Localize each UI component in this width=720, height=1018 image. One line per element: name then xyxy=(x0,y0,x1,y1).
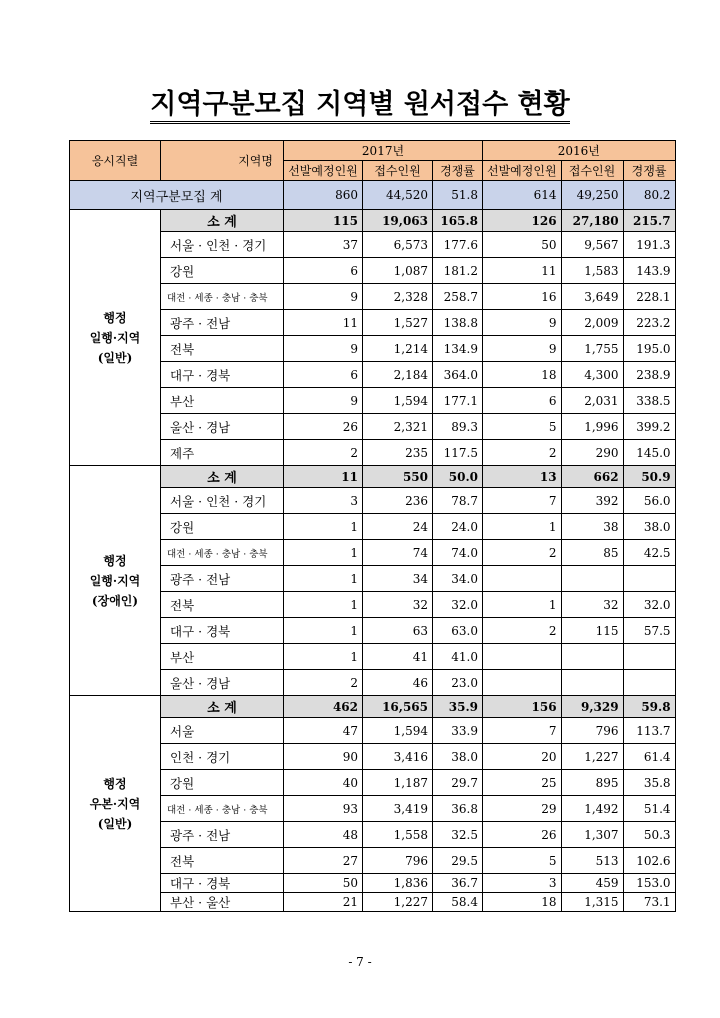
group-name-line: 우본·지역 xyxy=(89,796,141,811)
group-name-line: (일반) xyxy=(97,816,133,831)
region-name: 광주 · 전남 xyxy=(161,566,284,592)
region-name: 대전 · 세종 · 충남 · 충북 xyxy=(161,284,284,310)
cell-value: 338.5 xyxy=(623,388,675,414)
cell-value: 364.0 xyxy=(433,362,483,388)
subtotal-value: 27,180 xyxy=(561,210,623,232)
table-row xyxy=(70,592,676,618)
cell-value: 1 xyxy=(284,540,363,566)
header-applicants-2017: 접수인원 xyxy=(363,161,433,181)
cell-value: 236 xyxy=(363,488,433,514)
group-name-line: 행정 xyxy=(103,776,127,791)
cell-value: 4,300 xyxy=(561,362,623,388)
total-value: 49,250 xyxy=(561,181,623,210)
cell-value: 2 xyxy=(483,440,562,466)
cell-value: 6 xyxy=(284,362,363,388)
cell-value: 235 xyxy=(363,440,433,466)
subtotal-value: 165.8 xyxy=(433,210,483,232)
cell-value xyxy=(561,566,623,592)
cell-value: 177.1 xyxy=(433,388,483,414)
subtotal-value: 59.8 xyxy=(623,696,675,718)
table-row xyxy=(70,618,676,644)
cell-value: 56.0 xyxy=(623,488,675,514)
cell-value: 37 xyxy=(284,232,363,258)
cell-value: 85 xyxy=(561,540,623,566)
total-label: 지역구분모집 계 xyxy=(70,181,284,210)
table-row xyxy=(70,414,676,440)
cell-value: 9 xyxy=(284,336,363,362)
cell-value: 1,755 xyxy=(561,336,623,362)
cell-value: 50 xyxy=(483,232,562,258)
cell-value: 50 xyxy=(284,874,363,893)
cell-value: 1,836 xyxy=(363,874,433,893)
cell-value: 36.7 xyxy=(433,874,483,893)
region-name: 광주 · 전남 xyxy=(161,822,284,848)
cell-value: 90 xyxy=(284,744,363,770)
cell-value: 1,527 xyxy=(363,310,433,336)
header-planned-2017: 선발예정인원 xyxy=(284,161,363,181)
group-name-line: (장애인) xyxy=(91,593,139,608)
page-title: 지역구분모집 지역별 원서접수 현황 xyxy=(0,82,720,121)
cell-value: 6 xyxy=(483,388,562,414)
table-row xyxy=(70,284,676,310)
subtotal-value: 13 xyxy=(483,466,562,488)
region-name: 울산 · 경남 xyxy=(161,670,284,696)
region-name: 광주 · 전남 xyxy=(161,310,284,336)
table-row xyxy=(70,718,676,744)
total-value: 80.2 xyxy=(623,181,675,210)
cell-value: 32 xyxy=(561,592,623,618)
cell-value: 1 xyxy=(483,514,562,540)
region-name: 대전 · 세종 · 충남 · 충북 xyxy=(161,796,284,822)
subtotal-value: 156 xyxy=(483,696,562,718)
region-name: 대전 · 세종 · 충남 · 충북 xyxy=(161,540,284,566)
cell-value: 3 xyxy=(284,488,363,514)
cell-value: 895 xyxy=(561,770,623,796)
table-row xyxy=(70,540,676,566)
group-name-line: (일반) xyxy=(97,350,133,365)
cell-value: 21 xyxy=(284,893,363,912)
subtotal-row xyxy=(70,210,676,232)
cell-value: 1,187 xyxy=(363,770,433,796)
subtotal-value: 215.7 xyxy=(623,210,675,232)
table-row xyxy=(70,670,676,696)
table-row xyxy=(70,362,676,388)
table-row xyxy=(70,893,676,912)
header-year-2016: 2016년 xyxy=(483,141,676,161)
cell-value: 290 xyxy=(561,440,623,466)
cell-value: 61.4 xyxy=(623,744,675,770)
cell-value: 153.0 xyxy=(623,874,675,893)
cell-value: 29 xyxy=(483,796,562,822)
cell-value: 36.8 xyxy=(433,796,483,822)
region-name: 강원 xyxy=(161,258,284,284)
header-planned-2016: 선발예정인원 xyxy=(483,161,562,181)
cell-value: 1,315 xyxy=(561,893,623,912)
table-row xyxy=(70,822,676,848)
group-name-line: 일행·지역 xyxy=(89,330,141,345)
region-name: 울산 · 경남 xyxy=(161,414,284,440)
cell-value: 46 xyxy=(363,670,433,696)
cell-value: 74.0 xyxy=(433,540,483,566)
region-name: 대구 · 경북 xyxy=(161,362,284,388)
group-name xyxy=(70,210,161,466)
cell-value: 63.0 xyxy=(433,618,483,644)
cell-value: 145.0 xyxy=(623,440,675,466)
group-name-line: 행정 xyxy=(103,310,127,325)
table-row xyxy=(70,388,676,414)
cell-value: 29.7 xyxy=(433,770,483,796)
cell-value: 2 xyxy=(284,440,363,466)
cell-value: 1,214 xyxy=(363,336,433,362)
subtotal-value: 11 xyxy=(284,466,363,488)
region-name: 부산 xyxy=(161,644,284,670)
table-row xyxy=(70,566,676,592)
cell-value: 26 xyxy=(483,822,562,848)
region-name: 제주 xyxy=(161,440,284,466)
cell-value: 34 xyxy=(363,566,433,592)
cell-value: 47 xyxy=(284,718,363,744)
subtotal-row xyxy=(70,696,676,718)
cell-value: 41 xyxy=(363,644,433,670)
cell-value: 2 xyxy=(284,670,363,696)
cell-value: 9 xyxy=(483,336,562,362)
cell-value: 102.6 xyxy=(623,848,675,874)
subtotal-value: 550 xyxy=(363,466,433,488)
total-value: 44,520 xyxy=(363,181,433,210)
cell-value: 78.7 xyxy=(433,488,483,514)
total-value: 614 xyxy=(483,181,562,210)
cell-value: 1,996 xyxy=(561,414,623,440)
cell-value: 11 xyxy=(284,310,363,336)
cell-value: 228.1 xyxy=(623,284,675,310)
cell-value: 2,328 xyxy=(363,284,433,310)
cell-value: 73.1 xyxy=(623,893,675,912)
cell-value: 51.4 xyxy=(623,796,675,822)
cell-value xyxy=(561,670,623,696)
cell-value: 1,307 xyxy=(561,822,623,848)
total-row xyxy=(70,181,676,210)
region-name: 부산 · 울산 xyxy=(161,893,284,912)
cell-value: 9 xyxy=(483,310,562,336)
cell-value: 9 xyxy=(284,284,363,310)
cell-value: 7 xyxy=(483,488,562,514)
cell-value: 191.3 xyxy=(623,232,675,258)
group-name-line: 일행·지역 xyxy=(89,573,141,588)
cell-value: 181.2 xyxy=(433,258,483,284)
table-row xyxy=(70,488,676,514)
header-year-2017: 2017년 xyxy=(284,141,483,161)
region-name: 부산 xyxy=(161,388,284,414)
group-name-line: 행정 xyxy=(103,553,127,568)
cell-value: 57.5 xyxy=(623,618,675,644)
subtotal-label: 소 계 xyxy=(161,210,284,232)
subtotal-label: 소 계 xyxy=(161,466,284,488)
cell-value: 1,227 xyxy=(363,893,433,912)
cell-value: 238.9 xyxy=(623,362,675,388)
cell-value: 258.7 xyxy=(433,284,483,310)
cell-value: 74 xyxy=(363,540,433,566)
cell-value: 1,087 xyxy=(363,258,433,284)
subtotal-value: 50.9 xyxy=(623,466,675,488)
table-row xyxy=(70,440,676,466)
header-applicants-2016: 접수인원 xyxy=(561,161,623,181)
subtotal-value: 115 xyxy=(284,210,363,232)
region-name: 서울 · 인천 · 경기 xyxy=(161,232,284,258)
cell-value: 392 xyxy=(561,488,623,514)
table-row xyxy=(70,848,676,874)
cell-value: 7 xyxy=(483,718,562,744)
subtotal-value: 35.9 xyxy=(433,696,483,718)
cell-value: 93 xyxy=(284,796,363,822)
cell-value: 2 xyxy=(483,540,562,566)
cell-value xyxy=(483,670,562,696)
cell-value xyxy=(483,566,562,592)
cell-value xyxy=(561,644,623,670)
region-name: 전북 xyxy=(161,848,284,874)
cell-value: 11 xyxy=(483,258,562,284)
cell-value: 3,416 xyxy=(363,744,433,770)
subtotal-row xyxy=(70,466,676,488)
cell-value: 20 xyxy=(483,744,562,770)
group-name xyxy=(70,696,161,912)
table-row xyxy=(70,744,676,770)
region-name: 서울 · 인천 · 경기 xyxy=(161,488,284,514)
subtotal-value: 19,063 xyxy=(363,210,433,232)
subtotal-value: 462 xyxy=(284,696,363,718)
subtotal-value: 50.0 xyxy=(433,466,483,488)
cell-value: 32.0 xyxy=(623,592,675,618)
cell-value: 195.0 xyxy=(623,336,675,362)
cell-value: 23.0 xyxy=(433,670,483,696)
cell-value: 1,594 xyxy=(363,388,433,414)
cell-value: 143.9 xyxy=(623,258,675,284)
total-value: 51.8 xyxy=(433,181,483,210)
region-name: 강원 xyxy=(161,770,284,796)
cell-value: 1 xyxy=(284,514,363,540)
cell-value: 134.9 xyxy=(433,336,483,362)
cell-value: 63 xyxy=(363,618,433,644)
cell-value: 399.2 xyxy=(623,414,675,440)
cell-value: 6,573 xyxy=(363,232,433,258)
region-name: 강원 xyxy=(161,514,284,540)
subtotal-value: 662 xyxy=(561,466,623,488)
cell-value: 18 xyxy=(483,362,562,388)
cell-value: 25 xyxy=(483,770,562,796)
table-row xyxy=(70,644,676,670)
cell-value: 26 xyxy=(284,414,363,440)
cell-value: 2,031 xyxy=(561,388,623,414)
cell-value: 2 xyxy=(483,618,562,644)
header-type: 응시직렬 xyxy=(70,141,161,181)
table-row xyxy=(70,232,676,258)
cell-value: 48 xyxy=(284,822,363,848)
cell-value: 89.3 xyxy=(433,414,483,440)
total-value: 860 xyxy=(284,181,363,210)
table-row xyxy=(70,770,676,796)
cell-value: 24 xyxy=(363,514,433,540)
cell-value: 42.5 xyxy=(623,540,675,566)
header-ratio-2017: 경쟁률 xyxy=(433,161,483,181)
cell-value: 3 xyxy=(483,874,562,893)
cell-value: 2,184 xyxy=(363,362,433,388)
cell-value: 50.3 xyxy=(623,822,675,848)
subtotal-label: 소 계 xyxy=(161,696,284,718)
region-name: 대구 · 경북 xyxy=(161,618,284,644)
region-name: 전북 xyxy=(161,336,284,362)
cell-value: 1,594 xyxy=(363,718,433,744)
cell-value: 41.0 xyxy=(433,644,483,670)
table-row xyxy=(70,258,676,284)
cell-value: 459 xyxy=(561,874,623,893)
table-row xyxy=(70,310,676,336)
cell-value: 38.0 xyxy=(433,744,483,770)
cell-value: 5 xyxy=(483,848,562,874)
application-status-table xyxy=(69,140,676,912)
cell-value: 18 xyxy=(483,893,562,912)
table-row xyxy=(70,514,676,540)
cell-value: 5 xyxy=(483,414,562,440)
subtotal-value: 126 xyxy=(483,210,562,232)
cell-value xyxy=(623,644,675,670)
cell-value: 1 xyxy=(284,592,363,618)
cell-value xyxy=(623,566,675,592)
cell-value: 32.0 xyxy=(433,592,483,618)
subtotal-value: 16,565 xyxy=(363,696,433,718)
cell-value: 34.0 xyxy=(433,566,483,592)
cell-value: 1 xyxy=(284,644,363,670)
cell-value: 40 xyxy=(284,770,363,796)
cell-value: 38 xyxy=(561,514,623,540)
table-row xyxy=(70,336,676,362)
cell-value: 3,419 xyxy=(363,796,433,822)
cell-value: 1,227 xyxy=(561,744,623,770)
page-number: - 7 - xyxy=(348,955,372,969)
cell-value: 513 xyxy=(561,848,623,874)
table-row xyxy=(70,874,676,893)
cell-value: 27 xyxy=(284,848,363,874)
cell-value: 6 xyxy=(284,258,363,284)
cell-value: 2,321 xyxy=(363,414,433,440)
cell-value: 138.8 xyxy=(433,310,483,336)
region-name: 서울 xyxy=(161,718,284,744)
cell-value: 33.9 xyxy=(433,718,483,744)
cell-value: 796 xyxy=(363,848,433,874)
cell-value: 38.0 xyxy=(623,514,675,540)
cell-value: 1,583 xyxy=(561,258,623,284)
cell-value: 35.8 xyxy=(623,770,675,796)
cell-value: 177.6 xyxy=(433,232,483,258)
header-ratio-2016: 경쟁률 xyxy=(623,161,675,181)
cell-value: 1,492 xyxy=(561,796,623,822)
region-name: 인천 · 경기 xyxy=(161,744,284,770)
cell-value xyxy=(623,670,675,696)
header-region: 지역명 xyxy=(161,141,284,181)
cell-value: 32 xyxy=(363,592,433,618)
region-name: 대구 · 경북 xyxy=(161,874,284,893)
cell-value: 24.0 xyxy=(433,514,483,540)
table-row xyxy=(70,796,676,822)
cell-value: 1 xyxy=(284,566,363,592)
region-name: 전북 xyxy=(161,592,284,618)
cell-value: 113.7 xyxy=(623,718,675,744)
cell-value: 9 xyxy=(284,388,363,414)
cell-value xyxy=(483,644,562,670)
cell-value: 117.5 xyxy=(433,440,483,466)
cell-value: 1 xyxy=(284,618,363,644)
cell-value: 32.5 xyxy=(433,822,483,848)
cell-value: 2,009 xyxy=(561,310,623,336)
cell-value: 9,567 xyxy=(561,232,623,258)
group-name xyxy=(70,466,161,696)
cell-value: 16 xyxy=(483,284,562,310)
cell-value: 29.5 xyxy=(433,848,483,874)
cell-value: 3,649 xyxy=(561,284,623,310)
cell-value: 58.4 xyxy=(433,893,483,912)
subtotal-value: 9,329 xyxy=(561,696,623,718)
cell-value: 1,558 xyxy=(363,822,433,848)
cell-value: 223.2 xyxy=(623,310,675,336)
cell-value: 115 xyxy=(561,618,623,644)
cell-value: 1 xyxy=(483,592,562,618)
cell-value: 796 xyxy=(561,718,623,744)
